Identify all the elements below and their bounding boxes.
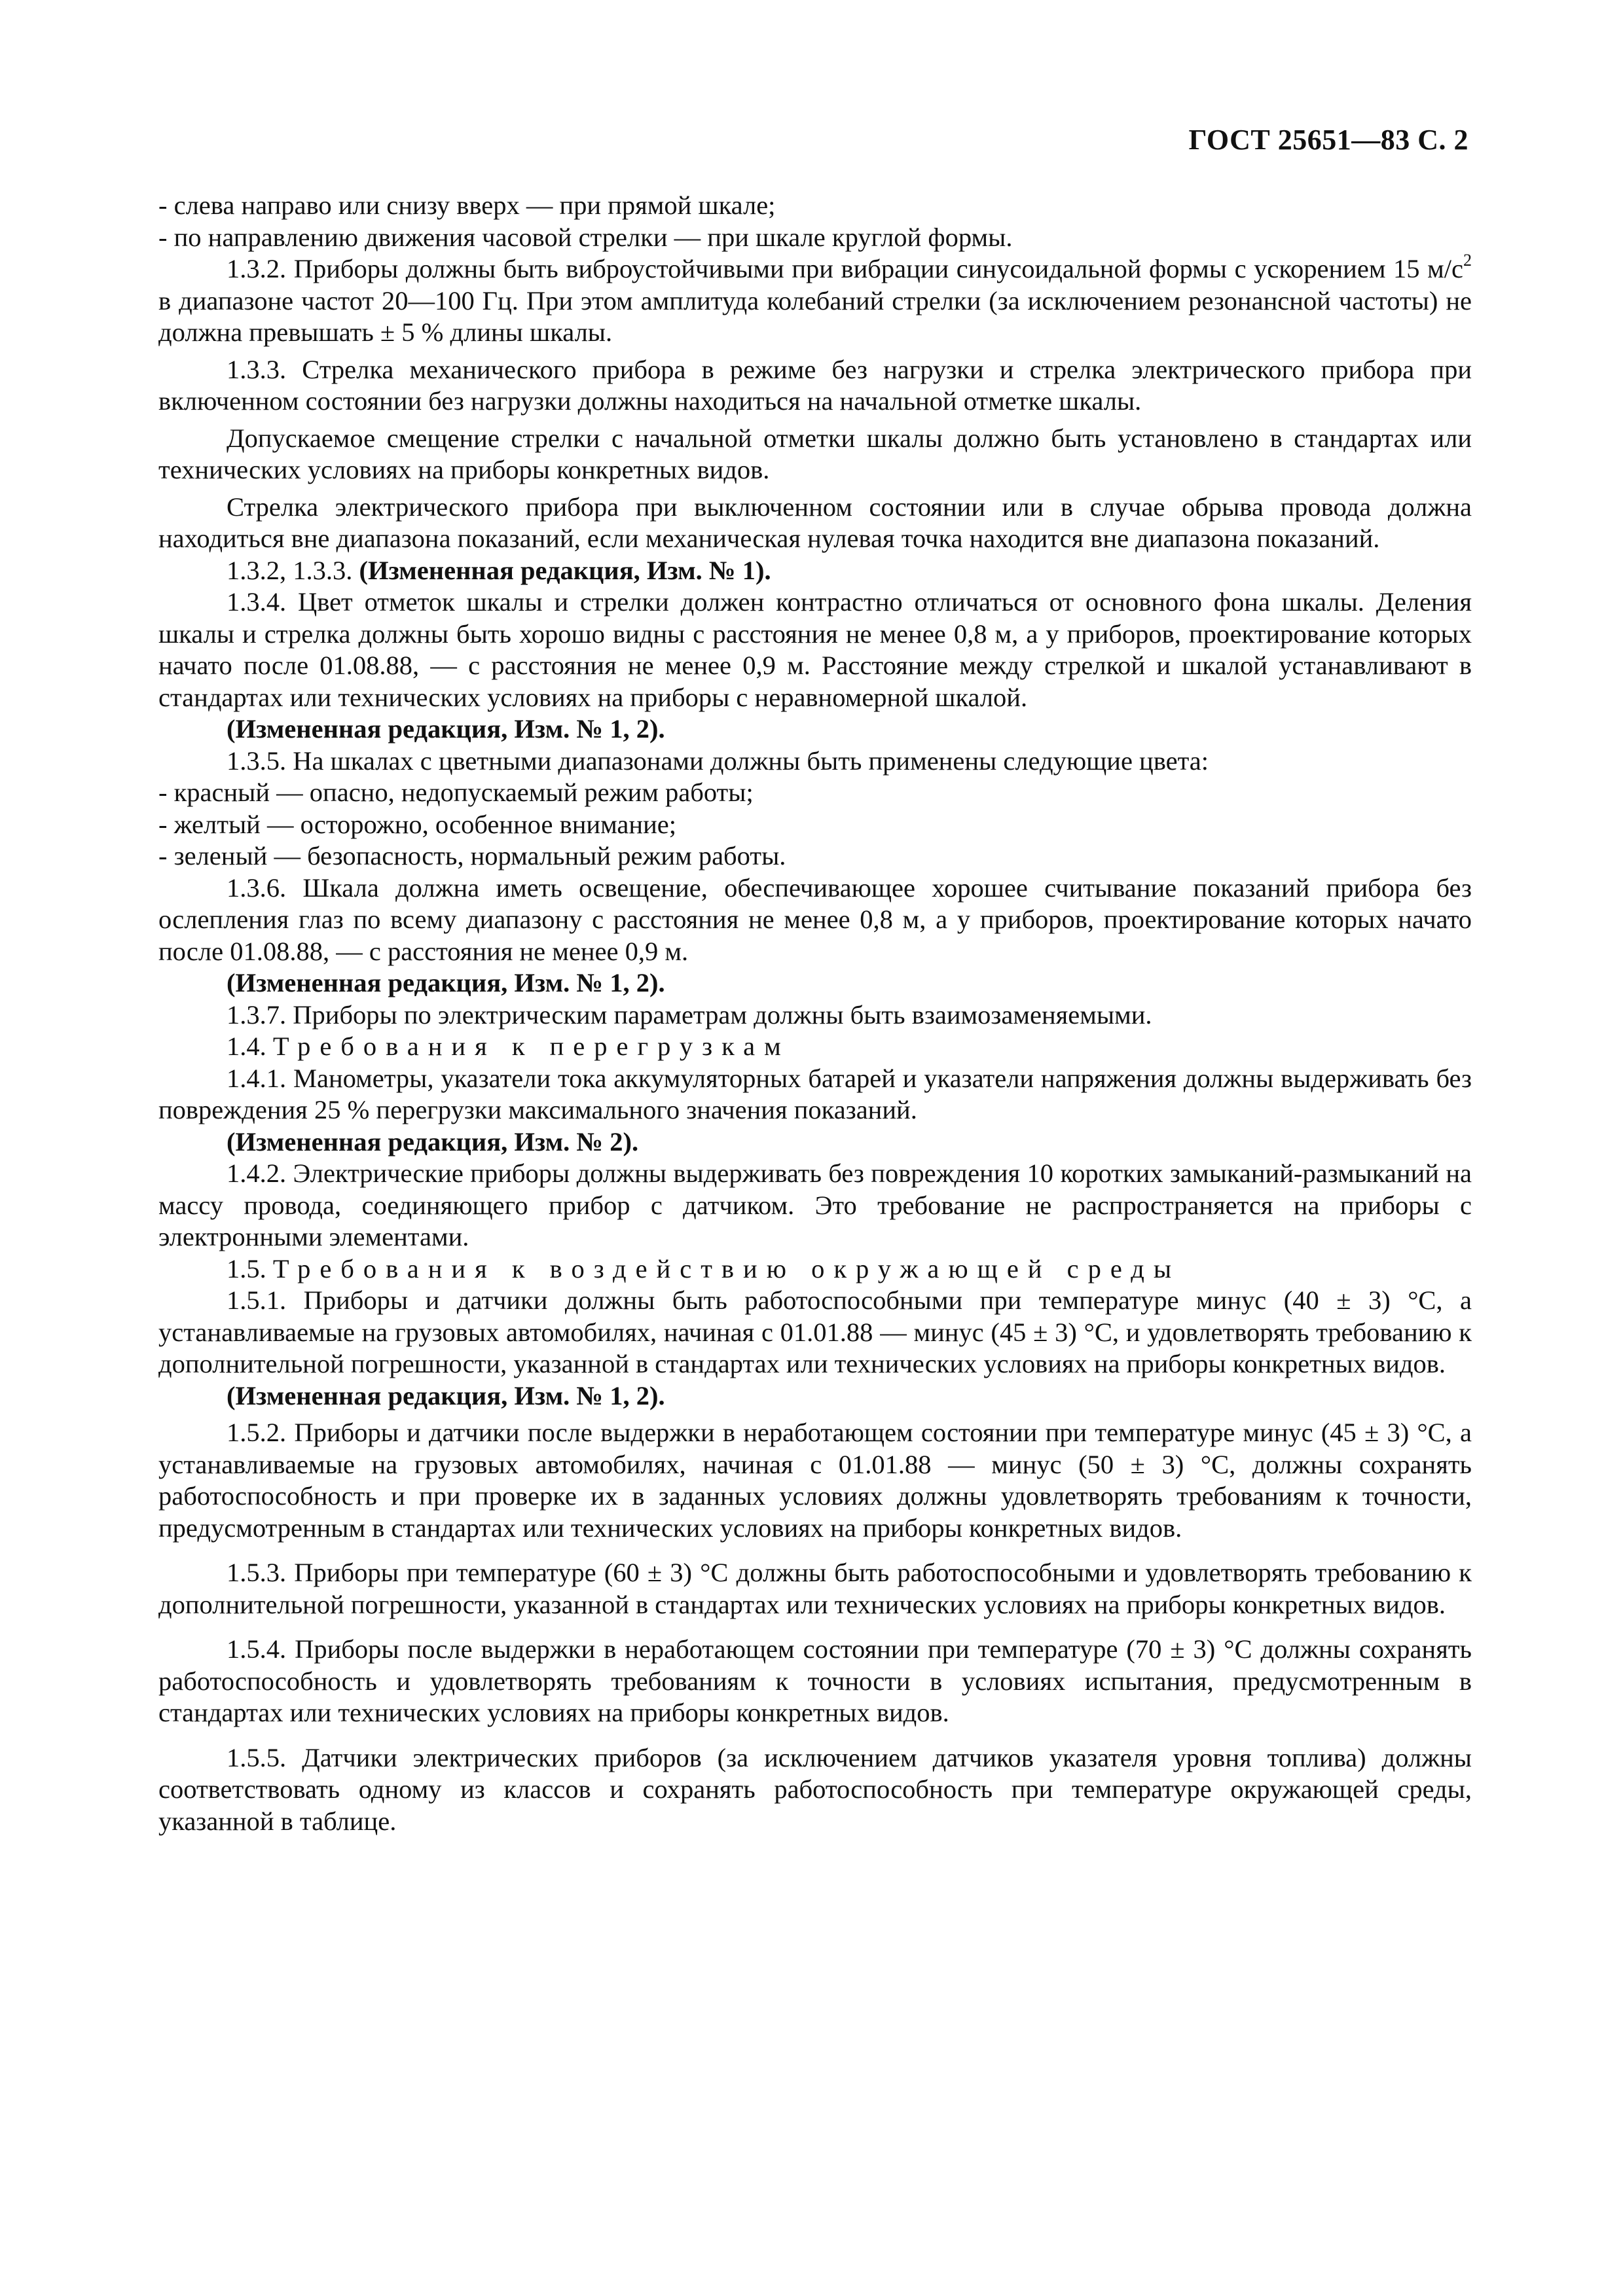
superscript: 2 (1463, 250, 1472, 270)
amendment-note-1-4-1: (Измененная редакция, Изм. № 2). (227, 1126, 639, 1157)
clause-1-3-2-text-a: 1.3.2. Приборы должны быть виброустойчивыми при вибрации синусоидальной формы с ускорением 15 м/с (227, 254, 1463, 283)
clause-1-3-2 (158, 250, 1472, 349)
section-number: 1.5. (227, 1253, 273, 1283)
list-item-scale-direction-round: - по направлению движения часовой стрелки — при шкале круглой формы. (158, 222, 1013, 252)
section-heading-1-5 (158, 1253, 1472, 1285)
clause-1-3-6: 1.3.6. Шкала должна иметь освещение, обеспечивающее хорошее считывание показаний прибора без ослепления глаз по всему диапазону с расстояния не менее 0,8 м, а у приборов, проектирование которых начато после 01.08.88, — с расстояния не менее 0,9 м. (158, 872, 1472, 966)
clause-1-3-2-text-b: в диапазоне частот 20—100 Гц. При этом амплитуда колебаний стрелки (за исключением резонансной частоты) не должна превышать ± 5 % длины шкалы. (158, 285, 1472, 347)
clause-1-3-3: 1.3.3. Стрелка механического прибора в режиме без нагрузки и стрелка электрического прибора при включенном состоянии без нагрузки должны находиться на начальной отметке шкалы. (158, 354, 1472, 416)
clause-1-3-3-offset: Допускаемое смещение стрелки с начальной отметки шкалы должно быть установлено в стандартах или технических условиях на приборы конкретных видов. (158, 423, 1472, 484)
section-number: 1.4. (227, 1031, 273, 1061)
amendment-note-1-5-1: (Измененная редакция, Изм. № 1, 2). (227, 1380, 665, 1410)
list-item-scale-direction-straight: - слева направо или снизу вверх — при прямой шкале; (158, 190, 776, 220)
clause-1-3-7: 1.3.7. Приборы по электрическим параметрам должны быть взаимозаменяемыми. (227, 999, 1152, 1030)
amendment-note-1-3-4: (Измененная редакция, Изм. № 1, 2). (227, 714, 665, 744)
clause-1-3-4: 1.3.4. Цвет отметок шкалы и стрелки должен контрастно отличаться от основного фона шкалы. Деления шкалы и стрелка должны быть хорошо видны с расстояния не менее 0,8 м, а у приборов, проектирование которых начато после 01.08.88, — с расстояния не менее 0,9 м. Расстояние между стрелкой и шкалой устанавливают в стандартах или технических условиях на приборы с неравномерной шкалой. (158, 587, 1472, 712)
amendment-note-1-3-2-1-3-3 (158, 555, 1472, 587)
amendment-ref: 1.3.2, 1.3.3. (227, 555, 359, 585)
list-item-green: - зеленый — безопасность, нормальный режим работы. (158, 841, 786, 870)
document-body (158, 190, 1472, 1837)
list-item-yellow: - желтый — осторожно, особенное внимание; (158, 809, 676, 839)
clause-1-3-5: 1.3.5. На шкалах с цветными диапазонами должны быть применены следующие цвета: (227, 745, 1209, 776)
section-title: Требования к воздействию окружающей среды (272, 1253, 1181, 1283)
list-item-red: - красный — опасно, недопускаемый режим работы; (158, 778, 754, 807)
amendment-note-1-3-6: (Измененная редакция, Изм. № 1, 2). (227, 968, 665, 997)
clause-1-4-1: 1.4.1. Манометры, указатели тока аккумуляторных батарей и указатели напряжения должны выдерживать без повреждения 25 % перегрузки максимального значения показаний. (158, 1063, 1472, 1124)
clause-1-3-3-needle-off: Стрелка электрического прибора при выключенном состоянии или в случае обрыва провода должна находиться вне диапазона показаний, если механическая нулевая точка находится вне диапазона показаний. (158, 492, 1472, 553)
clause-1-5-5: 1.5.5. Датчики электрических приборов (за исключением датчиков указателя уровня топлива) должны соответствовать одному из классов и сохранять работоспособность при температуре окружающей среды, указанной в таблице. (158, 1742, 1472, 1836)
section-heading-1-4 (158, 1031, 1472, 1063)
section-title: Требования к перегрузкам (272, 1031, 790, 1061)
clause-1-5-4: 1.5.4. Приборы после выдержки в неработающем состоянии при температуре (70 ± 3) °С должны сохранять работоспособность и удовлетворять требованиям к точности в условиях испытания, предусмотренным в стандартах или технических условиях на приборы конкретных видов. (158, 1634, 1472, 1727)
page-header: ГОСТ 25651—83 С. 2 (1188, 124, 1468, 156)
amendment-text: (Измененная редакция, Изм. № 1). (359, 555, 771, 585)
clause-1-5-2: 1.5.2. Приборы и датчики после выдержки в неработающем состоянии при температуре минус (45 ± 3) °С, а устанавливаемые на грузовых автомобилях, начиная с 01.01.88 — минус (50 ± 3) °С, должны сохранять работоспособность и при проверке их в заданных условиях должны удовлетворять требованиям к точности, предусмотренным в стандартах или технических условиях на приборы конкретных видов. (158, 1418, 1472, 1543)
clause-1-4-2: 1.4.2. Электрические приборы должны выдерживать без повреждения 10 коротких замыканий-размыканий на массу провода, соединяющего прибор с датчиком. Это требование не распространяется на приборы с электронными элементами. (158, 1158, 1472, 1251)
clause-1-5-1: 1.5.1. Приборы и датчики должны быть работоспособными при температуре минус (40 ± 3) °С, а устанавливаемые на грузовых автомобилях, начиная с 01.01.88 — минус (45 ± 3) °С, и удовлетворять требованию к дополнительной погрешности, указанной в стандартах или технических условиях на приборы конкретных видов. (158, 1285, 1472, 1378)
clause-1-5-3: 1.5.3. Приборы при температуре (60 ± 3) °С должны быть работоспособными и удовлетворять требованию к дополнительной погрешности, указанной в стандартах или технических условиях на приборы конкретных видов. (158, 1558, 1472, 1619)
